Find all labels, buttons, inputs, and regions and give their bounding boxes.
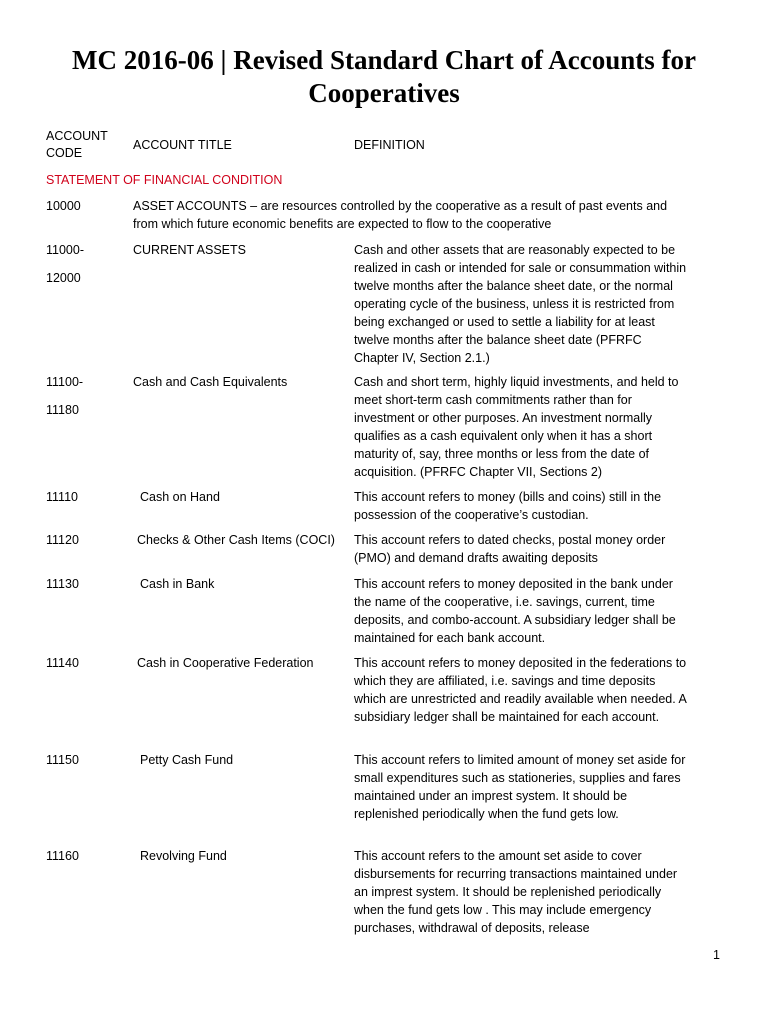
account-definition: This account refers to money deposited in the bank under the name of the cooperative, i.e. savings, current, time deposits, and combo-account. A subsidiary ledger shall be maintained for each bank account. (354, 577, 676, 645)
account-definition: This account refers to the amount set aside to cover disbursements for recurring transactions maintained under an imprest system. It should be replenished periodically when the fund gets low . This may include emergency purchases, withdrawal of deposits, release (354, 849, 678, 935)
account-definition: Cash and short term, highly liquid investments, and held to meet short-term cash commitments rather than for investment or other purposes. An investment normally qualifies as a cash equivalent only when it has a short maturity of, say, three months or less from the date of acquisition. (PFRFC Chapter VII, Sections 2) (354, 375, 679, 479)
document-title: MC 2016-06 | Revised Standard Chart of Accounts for Cooperatives (72, 45, 696, 108)
account-title: Cash in Bank (140, 577, 215, 591)
account-title: CURRENT ASSETS (133, 243, 246, 257)
account-code (46, 373, 126, 419)
account-definition: This account refers to limited amount of money set aside for small expenditures such as stationeries, supplies and fares maintained under an imprest system. It should be replenished periodically when the fund gets low. (354, 753, 686, 821)
account-title: Cash on Hand (140, 490, 220, 504)
account-code: 11140 (46, 656, 79, 670)
header-account-code: ACCOUNT CODE (46, 129, 108, 160)
account-code (46, 241, 126, 287)
account-definition: This account refers to dated checks, postal money order (PMO) and demand drafts awaiting deposits (354, 533, 666, 565)
account-code-start: 11100- (46, 375, 84, 389)
account-code: 10000 (46, 199, 81, 213)
account-code: 11110 (46, 490, 78, 504)
header-definition: DEFINITION (354, 138, 425, 152)
account-title: Petty Cash Fund (140, 753, 234, 767)
account-title: Checks & Other Cash Items (COCI) (137, 533, 335, 547)
section-heading: STATEMENT OF FINANCIAL CONDITION (46, 173, 283, 187)
page-number: 1 (713, 948, 720, 962)
account-code-end: 12000 (46, 271, 81, 285)
account-code: 11150 (46, 753, 79, 767)
account-code: 11120 (46, 533, 79, 547)
header-account-title: ACCOUNT TITLE (133, 138, 232, 152)
account-code: 11130 (46, 577, 79, 591)
account-code-end: 11180 (46, 403, 79, 417)
account-code-start: 11000- (46, 243, 84, 257)
account-title: Revolving Fund (140, 849, 227, 863)
account-title: Cash in Cooperative Federation (137, 656, 314, 670)
account-definition: This account refers to money (bills and coins) still in the possession of the cooperative’s custodian. (354, 490, 662, 522)
account-code: 11160 (46, 849, 79, 863)
account-description: ASSET ACCOUNTS – are resources controlled by the cooperative as a result of past events and from which future economic benefits are expected to flow to the cooperative (133, 199, 668, 231)
account-title: Cash and Cash Equivalents (133, 375, 288, 389)
account-definition: Cash and other assets that are reasonably expected to be realized in cash or intended for sale or consummation within twelve months after the balance sheet date, or the normal operating cycle of the business, unless it is restricted from being exchanged or used to settle a liability for at least twelve months after the balance sheet date (PFRFC Chapter IV, Section 2.1.) (354, 243, 687, 365)
account-definition: This account refers to money deposited in the federations to which they are affiliated, i.e. savings and time deposits which are unrestricted and readily available when needed. A subsidiary ledger shall be maintained for each account. (354, 656, 687, 724)
